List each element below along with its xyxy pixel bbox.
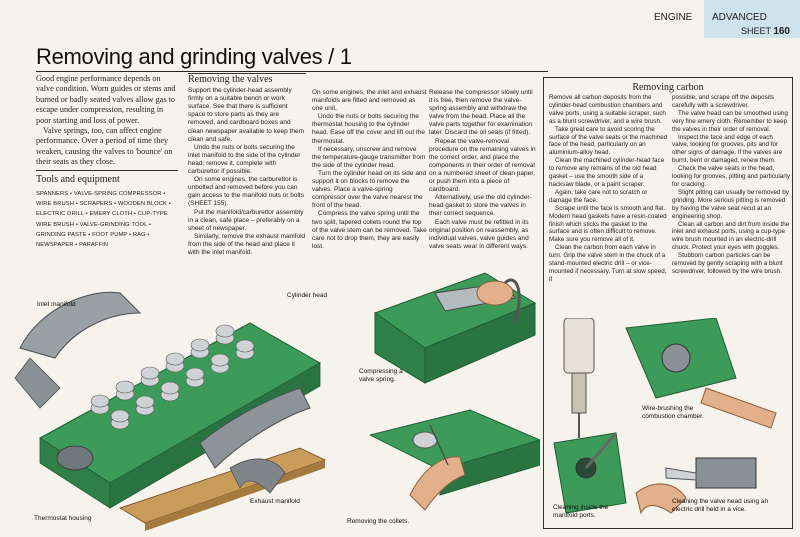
caption-collets: Removing the collets. (347, 518, 410, 525)
caption-exhaust-manifold: Exhaust manifold (250, 498, 300, 505)
body-paragraph: Release the compressor slowly until it is free, then remove the valve-spring assembly and withdraw the valve from the head. Place all the valve parts together for examination later. Discard the oil seals (if fitted). (429, 89, 533, 137)
body-paragraph: Take great care to avoid scoring the surface of the valve seats or the machined face of the head, particularly on an aluminium-alloy head. (549, 125, 668, 157)
tools-list: SPANNERS • VALVE-SPRING COMPRESSOR • WIRE BRUSH • SCRAPERS • WOODEN BLOCK • ELECTRIC DRILL • EMERY CLOTH • CUP-TYPE WIRE BRUSH • VALVE-GRINDING TOOL • GRINDING PASTE • FOOT PUMP • RAG • NEWSPAPER • PARAFFIN (36, 191, 171, 249)
caption-cleaning-ports: Cleaning inside the manifold ports. (553, 504, 609, 519)
body-paragraph: The valve head can be smoothed using very fine emery cloth. Remember to keep the valves in their order of removal. (672, 109, 788, 133)
removing-col-1 (188, 73, 306, 257)
body-paragraph: Stubborn carbon particles can be removed by gently scraping with a blunt screwdriver, followed by the wire brush. (672, 252, 783, 275)
intro-text (36, 74, 178, 168)
body-paragraph: Alternatively, use the old cylinder-head gasket to store the valves in their correct sequence. (429, 194, 532, 218)
removing-col-3 (429, 89, 537, 251)
carbon-col-2 (672, 94, 790, 276)
body-paragraph: Slight pitting can usually be removed by grinding. More serious pitting is removed by having the valve seat recut at an engineering shop. (672, 188, 789, 220)
carbon-col-1 (549, 94, 669, 284)
category-tab: ENGINE (654, 12, 693, 23)
sheet-number (741, 26, 790, 37)
body-paragraph: Put the manifold/carburettor assembly in a clean, safe place – preferably on a sheet of newspaper. (188, 208, 304, 232)
body-paragraph: Scrape until the face is smooth and flat. Modern head gaskets have a resin-coated finish which sticks the gasket to the surface and is often difficult to remove. Make sure you remove all of it. (549, 204, 667, 244)
caption-wire-brushing: Wire-brushing the combustion chamber. (642, 405, 704, 420)
page-title: Removing and grinding valves / 1 (36, 44, 352, 69)
tools-box (36, 170, 178, 250)
body-paragraph: Support the cylinder-head assembly firmly on a suitable bench or work surface. See that there is sufficient space to store parts as they are removed, and cardboard boxes and clean newspaper available to keep them clean and safe. (188, 87, 304, 143)
body-paragraph: Clean all carbon and dirt from inside the inlet and exhaust ports, using a cup-type wire brush mounted in an electric-drill chuck. Protect your eyes with goggles. (672, 220, 790, 252)
collets-illustration (370, 395, 540, 520)
body-paragraph: Similarly, remove the exhaust manifold from the side of the head and place it with the inlet manifold. (188, 232, 306, 256)
title-rule (36, 71, 548, 72)
sheet-number-value: 160 (773, 26, 790, 37)
carbon-heading: Removing carbon (632, 82, 704, 93)
body-paragraph: If necessary, unscrew and remove the temperature-gauge transmitter from the side of the cylinder head. (312, 145, 426, 169)
body-paragraph: Undo the nuts or bolts securing the inlet manifold to the side of the cylinder head; remove it, complete with carburettor if possible. (188, 143, 301, 176)
caption-thermostat-housing: Thermostat housing (34, 515, 92, 522)
divider (36, 170, 178, 171)
body-paragraph: Clean the machined cylinder-head face to remove any remains of the old head gasket – use the smooth side of a hacksaw blade, or a paint scraper. (549, 157, 665, 188)
intro-paragraph: Valve springs, too, can affect engine performance. Over a period of time they weaken, causing the valves to 'bounce' on their seats as they close. (36, 126, 173, 167)
body-paragraph: Inspect the face and edge of each valve, looking for grooves, pits and for other signs of damage. If the valves are burnt, bent or damaged, renew them. (672, 133, 783, 165)
body-paragraph: Check the valve seats in the head, looking for grooves, pitting and particularly for cracking. (672, 165, 790, 188)
level-tab: ADVANCED (704, 0, 800, 38)
body-paragraph: Undo the nuts or bolts securing the thermostat housing to the cylinder head. Ease off the cover and lift out the thermostat. (312, 113, 425, 145)
caption-inlet-manifold: Inlet manifold (37, 301, 76, 308)
body-paragraph: Each valve must be refitted in its original position on reassembly, as individual valves, valve guides and valve seats wear in different ways. (429, 218, 529, 250)
removing-col-2 (312, 89, 427, 251)
body-paragraph: On some engines, the carburettor is unbolted and removed before you can gain access to the manifold nuts or bolts (SHEET 155). (188, 176, 304, 208)
body-paragraph: Again, take care not to scratch or damage the face. (549, 188, 648, 204)
caption-cylinder-head: Cylinder head (287, 292, 328, 299)
caption-cleaning-valve: Cleaning the valve head using an electric drill held in a vice. (672, 498, 769, 513)
body-paragraph: Repeat the valve-removal procedure on the remaining valves in the correct order, and place the components in their order of removal on a numbered sheet of clean paper, or push them into a piece of cardboard. (429, 137, 536, 194)
body-paragraph: On some engines, the inlet and exhaust manifolds are fitted and removed as one unit. (312, 89, 427, 113)
body-paragraph: possible, and scrape off the deposits carefully with a screwdriver. (672, 94, 775, 109)
body-paragraph: Clean the carbon from each valve in turn. Grip the valve stem in the chuck of a stand-mounted electric drill – or vice-mounted if necessary. Turn at slow speed, if (549, 244, 667, 283)
body-paragraph: Turn the cylinder head on its side and support it on blocks to remove the valves. Place a valve-spring compressor over the valve nearest the front of the head. (312, 169, 427, 210)
sheet-label: SHEET (740, 26, 771, 36)
carbon-illustrations (546, 318, 790, 526)
body-paragraph: Compress the valve spring until the two split, tapered collets round the top of the valve stem can be removed. Take care not to drop them, they are easily lost. (312, 210, 427, 250)
removing-heading: Removing the valves (188, 74, 273, 85)
tools-heading: Tools and equipment (36, 174, 120, 185)
intro-paragraph: Good engine performance depends on valve condition. Worn guides or stems and burned or badly seated valves allow gas to escape under compression, resulting in poor starting and loss of power. (36, 74, 176, 125)
body-paragraph: Remove all carbon deposits from the cylinder-head combustion chambers and valve ports, using a suitable scraper, such as a blunt screwdriver, and a wire brush. (549, 94, 666, 125)
sheet-header (654, 0, 800, 38)
caption-compressing: Compressing a valve spring. (359, 368, 403, 383)
